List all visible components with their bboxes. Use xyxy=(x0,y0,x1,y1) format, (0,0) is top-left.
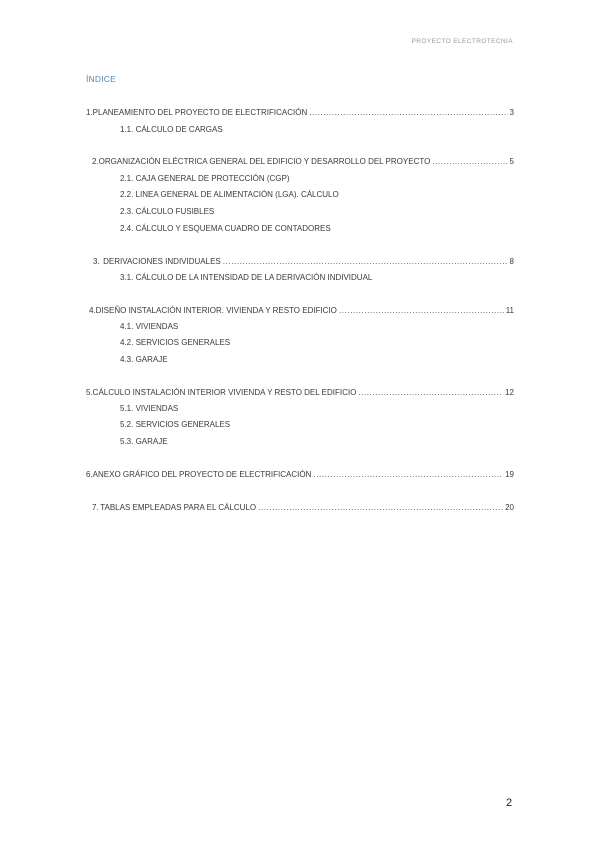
toc-subentry-3-1[interactable]: 3.1. CÁLCULO DE LA INTENSIDAD DE LA DERIVACIÓN INDIVIDUAL xyxy=(120,273,373,282)
toc-entry-page: 11 xyxy=(505,306,514,315)
toc-leader-dots xyxy=(258,503,503,512)
toc-subentry-2-1[interactable]: 2.1. CAJA GENERAL DE PROTECCIÓN (CGP) xyxy=(120,174,290,183)
toc-entry-1[interactable] xyxy=(86,108,514,117)
toc-leader-dots xyxy=(223,257,508,266)
toc-entry-page: 3 xyxy=(509,108,514,117)
running-header: PROYECTO ELECTROTECNIA xyxy=(411,38,513,45)
toc-leader-dots xyxy=(432,157,507,166)
toc-entry-number: 7. xyxy=(92,503,99,512)
toc-entry-number: 6. xyxy=(86,470,93,479)
toc-entry-7[interactable] xyxy=(92,503,514,512)
toc-subentry-4-3[interactable]: 4.3. GARAJE xyxy=(120,355,168,364)
toc-entry-6[interactable] xyxy=(86,470,514,479)
toc-leader-dots xyxy=(339,306,504,315)
toc-entry-4[interactable] xyxy=(89,306,514,315)
toc-subentry-4-1[interactable]: 4.1. VIVIENDAS xyxy=(120,322,179,331)
toc-entry-title: DERIVACIONES INDIVIDUALES xyxy=(103,257,221,266)
toc-subentry-1-1[interactable]: 1.1. CÁLCULO DE CARGAS xyxy=(120,125,223,134)
toc-entry-page: 5 xyxy=(509,157,514,166)
toc-entry-number: 5. xyxy=(86,388,93,397)
toc-leader-dots xyxy=(358,388,503,397)
toc-entry-title: TABLAS EMPLEADAS PARA EL CÁLCULO xyxy=(100,503,257,512)
toc-subentry-2-4[interactable]: 2.4. CÁLCULO Y ESQUEMA CUADRO DE CONTADORES xyxy=(120,224,331,233)
toc-entry-page: 19 xyxy=(505,470,514,479)
toc-subentry-4-2[interactable]: 4.2. SERVICIOS GENERALES xyxy=(120,338,231,347)
toc-entry-page: 8 xyxy=(509,257,514,266)
toc-subentry-5-1[interactable]: 5.1. VIVIENDAS xyxy=(120,404,179,413)
toc-entry-3[interactable] xyxy=(93,257,514,266)
toc-entry-number: 4. xyxy=(89,306,96,315)
toc-entry-title: PLANEAMIENTO DEL PROYECTO DE ELECTRIFICACIÓN xyxy=(92,108,308,117)
toc-entry-page: 20 xyxy=(505,503,514,512)
toc-title: ÍNDICE xyxy=(86,74,117,84)
toc-subentry-5-3[interactable]: 5.3. GARAJE xyxy=(120,437,168,446)
toc-leader-dots xyxy=(313,470,503,479)
toc-entry-title: CÁLCULO INSTALACIÓN INTERIOR VIVIENDA Y RESTO DEL EDIFICIO xyxy=(92,388,357,397)
toc-entry-number: 2. xyxy=(92,157,99,166)
toc-entry-page: 12 xyxy=(505,388,514,397)
toc-subentry-5-2[interactable]: 5.2. SERVICIOS GENERALES xyxy=(120,420,231,429)
toc-subentry-2-3[interactable]: 2.3. CÁLCULO FUSIBLES xyxy=(120,207,215,216)
toc-entry-title: ANEXO GRÁFICO DEL PROYECTO DE ELECTRIFICACIÓN xyxy=(92,470,312,479)
toc-subentry-2-2[interactable]: 2.2. LINEA GENERAL DE ALIMENTACIÓN (LGA). CÁLCULO xyxy=(120,190,339,199)
toc-entry-number: 1. xyxy=(86,108,93,117)
toc-entry-title: ORGANIZACIÓN ELÉCTRICA GENERAL DEL EDIFICIO Y DESARROLLO DEL PROYECTO xyxy=(98,157,431,166)
toc-leader-dots xyxy=(309,108,507,117)
toc-entry-5[interactable] xyxy=(86,388,514,397)
toc-entry-number: 3. xyxy=(93,257,100,266)
toc-entry-title: DISEÑO INSTALACIÓN INTERIOR. VIVIENDA Y RESTO EDIFICIO xyxy=(95,306,337,315)
toc-entry-2[interactable] xyxy=(92,157,514,166)
page-number: 2 xyxy=(506,797,513,809)
